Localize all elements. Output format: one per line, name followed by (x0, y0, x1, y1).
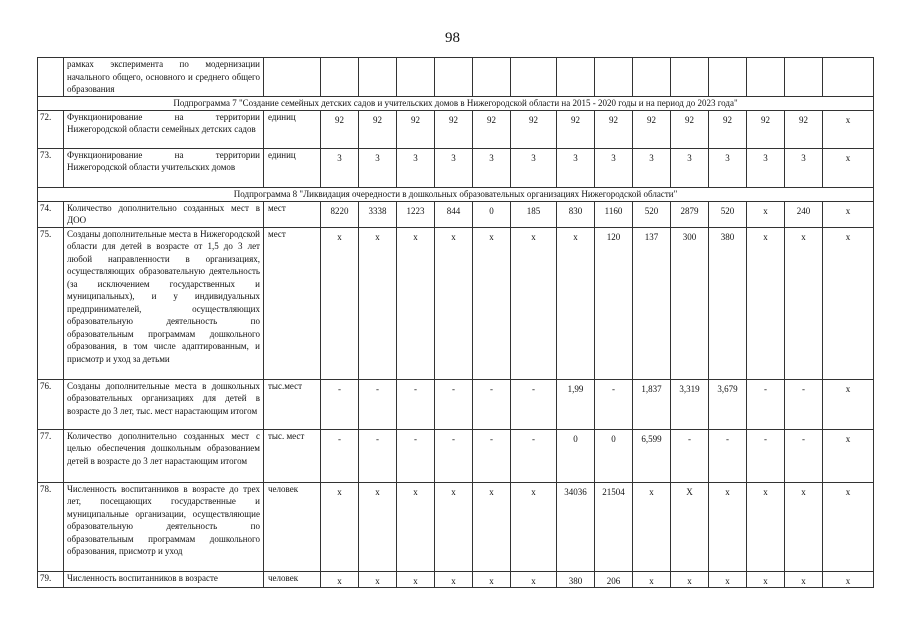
value-cell: х (473, 571, 511, 588)
value-cell: х (397, 482, 435, 571)
value-cell: х (823, 227, 874, 379)
value-cell: 3 (435, 148, 473, 187)
value-cell: 92 (511, 110, 557, 148)
indicator-name: Созданы дополнительные места в Нижегородской области для детей в возрасте от 1,5 до 3 лет любой направленности в организациях, осуществляющих образовательную деятельность (за исключением государственных и муниципальных), и у индивидуальных предпринимателей, осуществляющих образовательную деятельность по образовательным программам дошкольного образования, в том числе адаптированным, и присмотр и уход за детьми (64, 227, 264, 379)
table-row (38, 379, 874, 429)
value-cell: 185 (511, 201, 557, 227)
value-cell: 3 (397, 148, 435, 187)
value-cell: 120 (595, 227, 633, 379)
value-cell: 380 (557, 571, 595, 588)
value-cell: х (785, 227, 823, 379)
value-cell: 137 (633, 227, 671, 379)
value-cell: х (473, 482, 511, 571)
value-cell: х (633, 482, 671, 571)
value-cell: - (473, 429, 511, 482)
value-cell: 92 (359, 110, 397, 148)
subprogram-8-heading: Подпрограмма 8 "Ликвидация очередности в дошкольных образовательных организациях Нижегородской области" (38, 187, 874, 201)
row-number: 76. (38, 379, 64, 429)
value-cell: Х (671, 482, 709, 571)
value-cell: 3 (633, 148, 671, 187)
value-cell: 1223 (397, 201, 435, 227)
value-cell: х (671, 571, 709, 588)
page-number: 98 (445, 30, 460, 46)
value-cell: 206 (595, 571, 633, 588)
value-cell: х (747, 482, 785, 571)
value-cell: х (823, 571, 874, 588)
value-cell: 3 (595, 148, 633, 187)
value-cell: 520 (633, 201, 671, 227)
row-number: 74. (38, 201, 64, 227)
value-cell: - (435, 379, 473, 429)
value-cell: х (473, 227, 511, 379)
value-cell: х (359, 227, 397, 379)
table-row (38, 482, 874, 571)
value-cell: 92 (785, 110, 823, 148)
value-cell: х (511, 227, 557, 379)
value-cell: 92 (747, 110, 785, 148)
value-cell: 3,319 (671, 379, 709, 429)
value-cell: х (747, 201, 785, 227)
value-cell: 0 (595, 429, 633, 482)
unit-of-measure: человек (264, 482, 321, 571)
row-number: 78. (38, 482, 64, 571)
row-number: 72. (38, 110, 64, 148)
value-cell: х (435, 482, 473, 571)
value-cell: х (785, 482, 823, 571)
value-cell: х (321, 482, 359, 571)
continuation-cell: рамках эксперимента по модернизации начального общего, основного и среднего общего образования (64, 58, 264, 97)
unit-of-measure: единиц (264, 148, 321, 187)
value-cell: 3 (359, 148, 397, 187)
value-cell: х (511, 482, 557, 571)
value-cell: 92 (595, 110, 633, 148)
value-cell: - (709, 429, 747, 482)
value-cell: 92 (321, 110, 359, 148)
value-cell: 0 (557, 429, 595, 482)
value-cell: 2879 (671, 201, 709, 227)
value-cell: 92 (473, 110, 511, 148)
value-cell: - (321, 429, 359, 482)
value-cell: х (321, 571, 359, 588)
value-cell: - (511, 379, 557, 429)
value-cell: 3 (557, 148, 595, 187)
value-cell: х (823, 148, 874, 187)
table-row (38, 227, 874, 379)
value-cell: х (823, 379, 874, 429)
value-cell: - (595, 379, 633, 429)
value-cell: 1160 (595, 201, 633, 227)
value-cell: х (823, 110, 874, 148)
value-cell: - (321, 379, 359, 429)
value-cell: 844 (435, 201, 473, 227)
value-cell: 3 (785, 148, 823, 187)
value-cell: 34036 (557, 482, 595, 571)
subprogram-row (38, 96, 874, 110)
indicator-name: Функционирование на территории Нижегородской области учительских домов (64, 148, 264, 187)
value-cell: 92 (633, 110, 671, 148)
value-cell: 3 (671, 148, 709, 187)
value-cell: 380 (709, 227, 747, 379)
subprogram-row (38, 187, 874, 201)
value-cell: 3 (321, 148, 359, 187)
table-row (38, 148, 874, 187)
value-cell: - (473, 379, 511, 429)
value-cell: 3,679 (709, 379, 747, 429)
row-number: 75. (38, 227, 64, 379)
value-cell: х (785, 571, 823, 588)
indicator-name: Количество дополнительно созданных мест в ДОО (64, 201, 264, 227)
value-cell: х (397, 571, 435, 588)
value-cell: 92 (557, 110, 595, 148)
value-cell: - (747, 379, 785, 429)
value-cell: 3 (511, 148, 557, 187)
value-cell: х (747, 227, 785, 379)
value-cell: 1,837 (633, 379, 671, 429)
value-cell: х (435, 571, 473, 588)
value-cell: х (823, 482, 874, 571)
value-cell: х (747, 571, 785, 588)
value-cell: - (359, 379, 397, 429)
unit-of-measure: мест (264, 201, 321, 227)
value-cell: х (557, 227, 595, 379)
value-cell: 6,599 (633, 429, 671, 482)
value-cell: х (633, 571, 671, 588)
value-cell: 92 (671, 110, 709, 148)
value-cell: - (785, 379, 823, 429)
value-cell: х (435, 227, 473, 379)
value-cell: х (823, 201, 874, 227)
unit-of-measure: тыс.мест (264, 379, 321, 429)
row-number: 77. (38, 429, 64, 482)
value-cell: - (397, 429, 435, 482)
value-cell: 3 (747, 148, 785, 187)
unit-of-measure: единиц (264, 110, 321, 148)
value-cell: 8220 (321, 201, 359, 227)
value-cell: 92 (397, 110, 435, 148)
value-cell: х (823, 429, 874, 482)
value-cell: 3338 (359, 201, 397, 227)
indicator-name: Созданы дополнительные места в дошкольных образовательных организациях для детей в возрасте до 3 лет, тыс. мест нарастающим итогом (64, 379, 264, 429)
value-cell: 830 (557, 201, 595, 227)
value-cell: 92 (709, 110, 747, 148)
value-cell: - (747, 429, 785, 482)
indicator-name: Функционирование на территории Нижегородской области семейных детских садов (64, 110, 264, 148)
value-cell: 3 (709, 148, 747, 187)
subprogram-7-heading: Подпрограмма 7 "Создание семейных детских садов и учительских домов в Нижегородской области на 2015 - 2020 годы и на период до 2023 года" (38, 96, 874, 110)
value-cell: х (397, 227, 435, 379)
value-cell: х (321, 227, 359, 379)
unit-of-measure: человек (264, 571, 321, 588)
value-cell: 3 (473, 148, 511, 187)
value-cell: х (359, 571, 397, 588)
value-cell: х (511, 571, 557, 588)
row-number: 79. (38, 571, 64, 588)
table-row (38, 429, 874, 482)
unit-of-measure: тыс. мест (264, 429, 321, 482)
indicator-name: Численность воспитанников в возрасте до трех лет, посещающих государственные и муниципальные организации, осуществляющие образовательную деятельность по образовательным программам дошкольного образования, присмотр и уход (64, 482, 264, 571)
table-row (38, 58, 874, 97)
indicator-name: Количество дополнительно созданных мест с целью обеспечения дошкольным образованием детей в возрасте до 3 лет нарастающим итогом (64, 429, 264, 482)
value-cell: 1,99 (557, 379, 595, 429)
value-cell: - (435, 429, 473, 482)
table-row (38, 571, 874, 588)
value-cell: - (359, 429, 397, 482)
value-cell: 300 (671, 227, 709, 379)
value-cell: 0 (473, 201, 511, 227)
value-cell: - (785, 429, 823, 482)
value-cell: х (709, 571, 747, 588)
value-cell: - (511, 429, 557, 482)
row-number: 73. (38, 148, 64, 187)
indicator-name: Численность воспитанников в возрасте (64, 571, 264, 588)
value-cell: 520 (709, 201, 747, 227)
value-cell: 240 (785, 201, 823, 227)
value-cell: 92 (435, 110, 473, 148)
table-row (38, 110, 874, 148)
value-cell: х (709, 482, 747, 571)
value-cell: - (671, 429, 709, 482)
table-row (38, 201, 874, 227)
value-cell: - (397, 379, 435, 429)
value-cell: 21504 (595, 482, 633, 571)
value-cell: х (359, 482, 397, 571)
indicators-table (37, 57, 874, 588)
unit-of-measure: мест (264, 227, 321, 379)
